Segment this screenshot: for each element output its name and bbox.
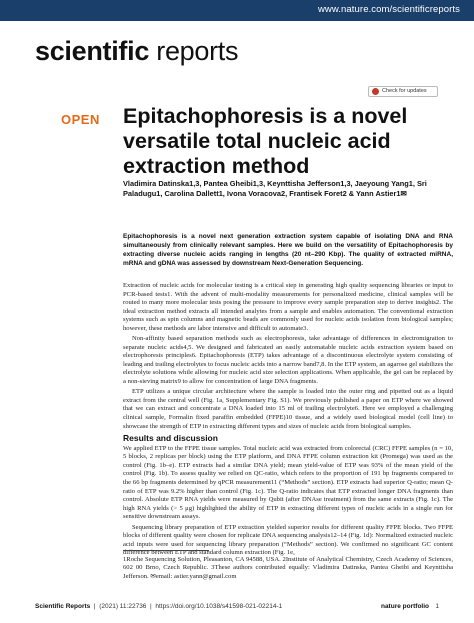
abstract: Epitachophoresis is a novel next generation extraction system capable of isolating DNA and RNA simultaneously from clinically relevant samples. Here we build on the versatility of Epitachophoresis by extracting diverse nucleic acids ranging in lengths (20 nt–290 Kbp). The quality of extracted miRNA, mRNA and gDNA was assessed by downstream Next-Generation Sequencing. bbox=[123, 233, 453, 267]
paragraph: Extraction of nucleic acids for molecular testing is a critical step in generating high quality sequencing libraries or input to PCR-based tests1. With the advent of multi-modality measurements for personalized medicine, clinical samples will be routed to many more molecular tests posing the pressure to improve every sample preparation step to derive insights2. The ideal extraction method extracts all intended analytes from a sample and enables automation. The conventional extraction systems such as spin columns and magnetic beads are commonly used for nucleic acids isolation from biological samples; however, these methods are labor intensive and difficult to automate3. bbox=[123, 282, 453, 332]
paragraph: We applied ETP to the FFPE tissue samples. Total nucleic acid was extracted from colorectal (CRC) FFPE samples (n = 10, 5 blocks, 2 replicas per block) using the ETP platform, and DNA FFPE column extraction kit (Promega) was used as the control (Fig. 1b–e). ETP extracts had a similar DNA yield; mean yield-value of ETP was 93% of the mean yield of the control (Fig. 1b). To assess quality we relied on QC-ratio, which refers to the proportion of 191 bp fragments compared to the 66 bp fragments determined by qPCR measurement11 (“Methods” section). ETP extracts had superior Q-ratio; mean Q-ratio of ETP was 9.2% higher than control (Fig. 1c). The Q-ratio indicates that ETP extracted longer DNA fragments than control. Absolute ETP RNA yields were measured by Qubit (after DNAse treatment) from the same extracts (Fig. 1c). The high RNA yields (> 5 μg) highlighted the ability of ETP in extracting different types of nucleic acids in a single run for sensitive downstream assays. bbox=[123, 444, 453, 521]
publisher-logo: nature portfolio bbox=[380, 603, 429, 610]
brand-rest: reports bbox=[149, 36, 239, 66]
open-access-badge: OPEN bbox=[61, 112, 100, 127]
footer-doi-link[interactable]: https://doi.org/10.1038/s41598-021-02214-1 bbox=[155, 603, 283, 610]
page-footer: Scientific Reports | (2021) 11:22736 | https://doi.org/10.1038/s41598-021-02214-1 nature portfolio 1 bbox=[35, 603, 439, 610]
footnote-divider bbox=[123, 550, 209, 551]
author-list: Vladimira Datinska1,3, Pantea Gheibi1,3, Keynttisha Jefferson1,3, Jaeyoung Yang1, Sri Paladugu1, Carolina Dallett1, Ivona Voracova2, Frantisek Foret2 & Yann Astier1✉ bbox=[123, 179, 427, 198]
article-body bbox=[123, 282, 453, 559]
check-for-updates-label: Check for updates bbox=[382, 88, 427, 94]
page-number: 1 bbox=[435, 603, 439, 610]
paragraph: Non-affinity based separation methods such as electrophoresis, take advantage of differences in electromigration to separate nucleic acids4,5. We designed and fabricated an easily automatable nucleic acids extraction system based on electrophoresis principles6. Epitachophoresis (ETP) takes advantage of a discontinuous electrolyte system consisting of leading and trailing electrolytes to focus nucleic acids into a narrow band7,8. In the ETP system, an agarose gel stabilizes the electrolyte solutions while allowing for nucleic acid size selection applications. When applicable, the gel can be replaced by a non-sieving matrix9 to allow for concentration of large DNA fragments. bbox=[123, 335, 453, 386]
brand-bold: scientific bbox=[35, 36, 150, 66]
paragraph: Sequencing library preparation of ETP extraction yielded superior results for different quality FFPE blocks. Two FFPE blocks of different quality were chosen for replicate DNA sequencing analysis12–14 (Fig. 1d): Normalized extracted nucleic acid inputs were used for sequencing library preparation (“Methods” section). We confirmed no significant GC content difference between ETP and standard column extraction (Fig. 1e, bbox=[123, 523, 453, 557]
section-heading: Results and discussion bbox=[123, 433, 218, 444]
journal-url[interactable]: www.nature.com/scientificreports bbox=[317, 4, 460, 15]
footer-journal: Scientific Reports bbox=[35, 603, 91, 610]
check-for-updates-button[interactable] bbox=[368, 86, 438, 97]
paragraph: ETP utilizes a unique circular architecture where the sample is loaded into the outer ring and pipetted out as a liquid extract from the central well (Fig. 1a, Supplementary Fig. S1). We previously published a paper on ETP where we showed that we can extract and concentrate a DNA loaded into 15 ml of trailing electrolyte6. Here we employed a challenging clinical sample, Formalin fixed paraffin embedded (FFPE)10 tissue, and a widely used biological model (cell line) to showcase the strength of ETP in extracting different types and sizes of nucleic acids from biological samples. bbox=[123, 388, 453, 430]
affiliations-footnote: 1Roche Sequencing Solution, Pleasanton, CA 94588, USA. 2Institute of Analytical Chemistry, Czech Academy of Sciences, 602 00 Brno, Czech Republic. 3These authors contributed equally: Vladimira Datinska, Pantea Gheibi and Keynttisha Jefferson. ✉email: astier.yann@gmail.com bbox=[123, 556, 453, 580]
update-icon bbox=[372, 88, 379, 95]
top-bar bbox=[0, 0, 474, 21]
journal-brand bbox=[35, 36, 238, 67]
footer-citation: (2021) 11:22736 bbox=[99, 603, 147, 610]
article-title: Epitachophoresis is a novel versatile total nucleic acid extraction method bbox=[123, 104, 408, 178]
